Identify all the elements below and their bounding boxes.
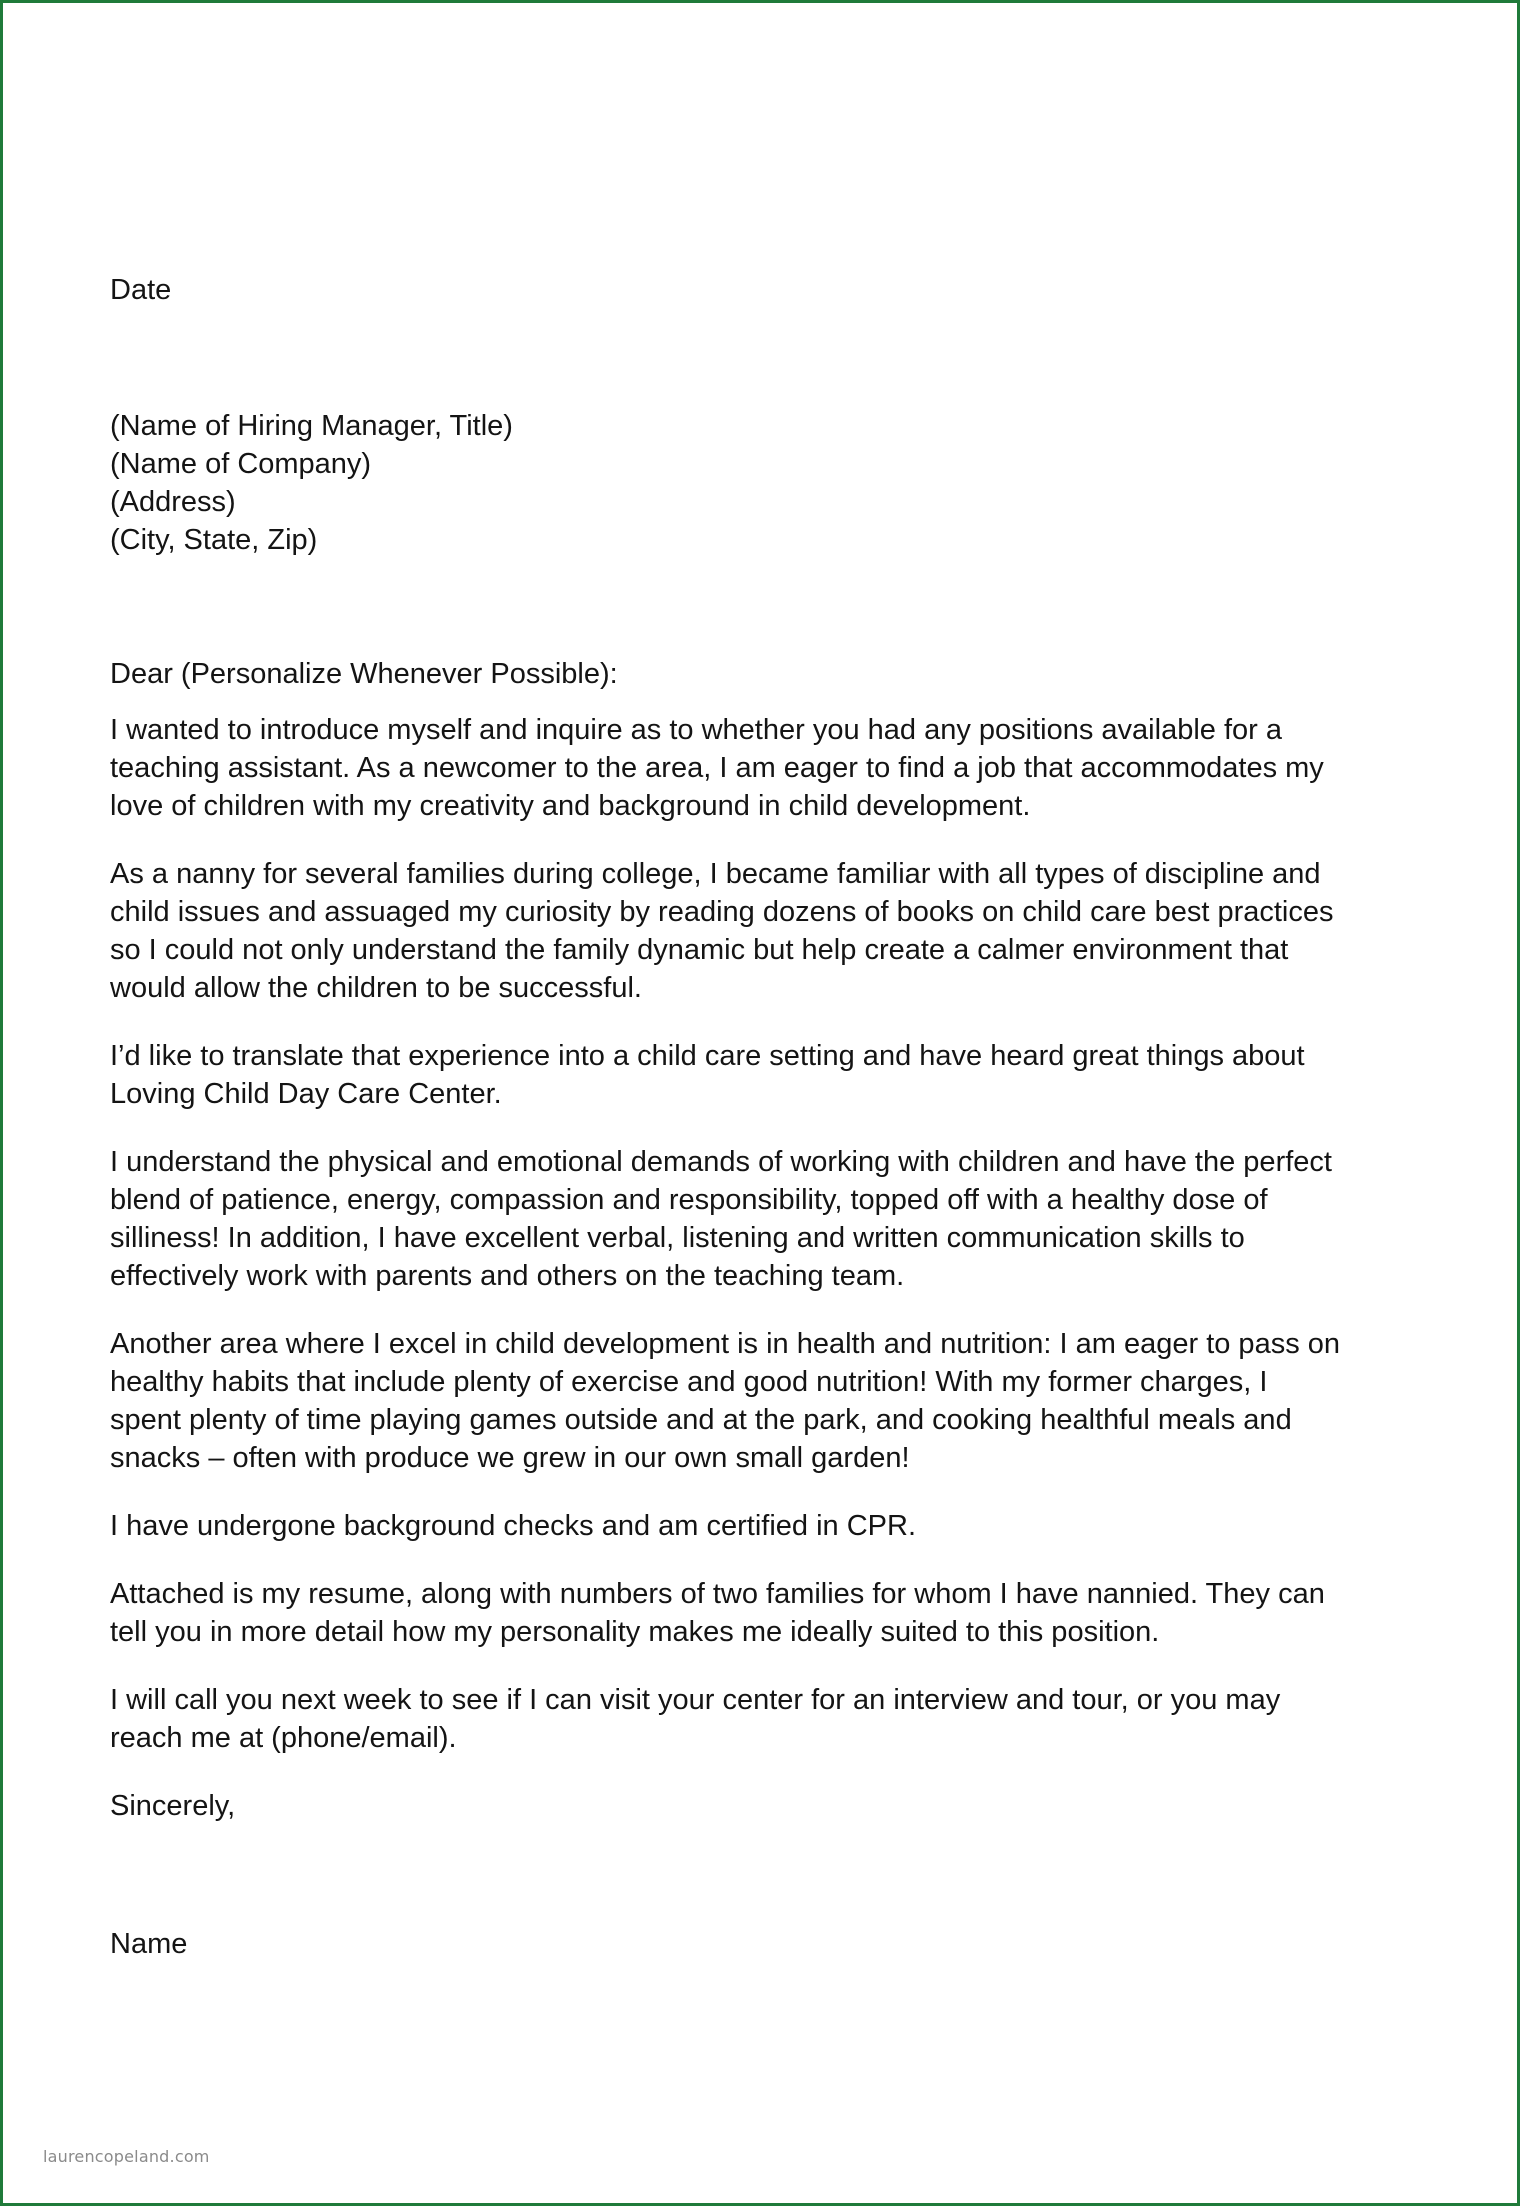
paragraph-line: I wanted to introduce myself and inquire as to whether you had any positions available for a: [110, 714, 1282, 746]
paragraph-line: love of children with my creativity and background in child development.: [110, 790, 1031, 822]
paragraph-line: I understand the physical and emotional demands of working with children and have the perfect: [110, 1146, 1332, 1178]
recipient-address-block: [110, 407, 1430, 559]
letter-date: [110, 271, 1430, 309]
salutation-line: Dear (Personalize Whenever Possible):: [110, 658, 618, 690]
paragraph-nanny-experience: [110, 855, 1430, 1007]
paragraph-background-checks: [110, 1507, 1430, 1545]
paragraph-follow-up: [110, 1681, 1430, 1757]
recipient-company: (Name of Company): [110, 448, 372, 480]
recipient-name-title: (Name of Hiring Manager, Title): [110, 410, 513, 442]
paragraph-demands-skills: [110, 1143, 1430, 1295]
recipient-street-address: (Address): [110, 486, 236, 518]
paragraph-line: would allow the children to be successful.: [110, 972, 642, 1004]
closing: [110, 1787, 1430, 1825]
paragraph-line: child issues and assuaged my curiosity by reading dozens of books on child care best practices: [110, 896, 1334, 928]
paragraph-line: snacks – often with produce we grew in our own small garden!: [110, 1442, 910, 1474]
paragraph-line: As a nanny for several families during college, I became familiar with all types of discipline and: [110, 858, 1321, 890]
date-line: Date: [110, 274, 172, 306]
paragraph-line: Loving Child Day Care Center.: [110, 1078, 502, 1110]
paragraph-line: I’d like to translate that experience into a child care setting and have heard great things about: [110, 1040, 1305, 1072]
paragraph-line: Another area where I excel in child development is in health and nutrition: I am eager to pass on: [110, 1328, 1341, 1360]
paragraph-line: effectively work with parents and others on the teaching team.: [110, 1260, 905, 1292]
signature-name: Name: [110, 1928, 188, 1960]
letter-body: [110, 271, 1430, 1963]
paragraph-line: teaching assistant. As a newcomer to the area, I am eager to find a job that accommodates my: [110, 752, 1324, 784]
paragraph-line: Attached is my resume, along with numbers of two families for whom I have nannied. They can: [110, 1578, 1325, 1610]
paragraph-line: reach me at (phone/email).: [110, 1722, 457, 1754]
paragraph-line: tell you in more detail how my personality makes me ideally suited to this position.: [110, 1616, 1160, 1648]
closing-line: Sincerely,: [110, 1790, 236, 1822]
paragraph-health-nutrition: [110, 1325, 1430, 1477]
salutation: [110, 655, 1430, 693]
paragraph-line: I have undergone background checks and am certified in CPR.: [110, 1510, 917, 1542]
signature: [110, 1925, 1430, 1963]
watermark-text: laurencopeland.com: [43, 2147, 210, 2166]
paragraph-attached-resume: [110, 1575, 1430, 1651]
recipient-city-state-zip: (City, State, Zip): [110, 524, 318, 556]
paragraph-line: healthy habits that include plenty of exercise and good nutrition! With my former charges, I: [110, 1366, 1268, 1398]
paragraph-line: blend of patience, energy, compassion and responsibility, topped off with a healthy dose of: [110, 1184, 1268, 1216]
paragraph-translate-experience: [110, 1037, 1430, 1113]
paragraph-line: spent plenty of time playing games outside and at the park, and cooking healthful meals and: [110, 1404, 1292, 1436]
paragraph-line: so I could not only understand the family dynamic but help create a calmer environment that: [110, 934, 1289, 966]
paragraph-intro: [110, 711, 1430, 825]
paragraph-line: I will call you next week to see if I can visit your center for an interview and tour, or you may: [110, 1684, 1281, 1716]
paragraph-line: silliness! In addition, I have excellent verbal, listening and written communication skills to: [110, 1222, 1245, 1254]
